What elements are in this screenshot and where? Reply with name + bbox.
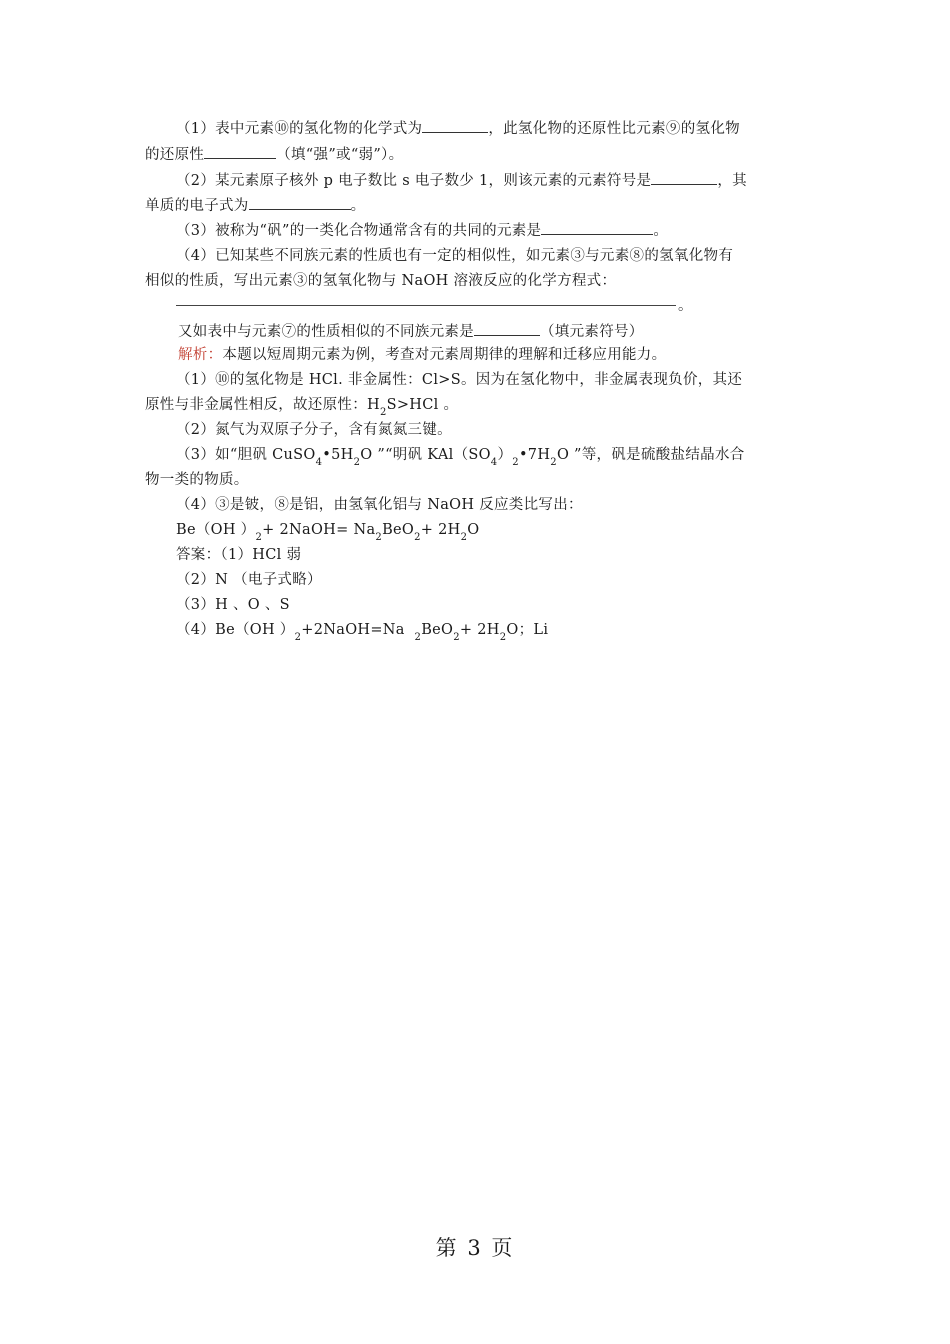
q4-text: （4）已知某些不同族元素的性质也有一定的相似性，如元素③与元素⑧的氢氧化物有 bbox=[176, 248, 734, 264]
q4-end-mark bbox=[678, 296, 708, 316]
question-4-line-2 bbox=[145, 271, 810, 291]
q3-blank-elements bbox=[541, 220, 653, 235]
answer-explanation-1-line-1 bbox=[176, 370, 810, 390]
q1-blank-formula bbox=[422, 118, 488, 133]
a2-text: （2）氮气为双原子分子，含有氮氮三键。 bbox=[176, 422, 452, 438]
answer-text: （4）Be（OH ） bbox=[176, 622, 295, 638]
q1-text: ，此氢化物的还原性比元素⑨的氢化物 bbox=[488, 121, 740, 137]
q4-blank-element bbox=[474, 321, 540, 336]
subscript: 2 bbox=[499, 632, 507, 643]
answer-line-1 bbox=[176, 545, 810, 565]
a1-text: （1）⑩的氢化物是 HCl. 非金属性：Cl>S。因为在氢化物中，非金属表现负价，其还 bbox=[176, 372, 743, 388]
q4-blank-equation bbox=[176, 305, 676, 306]
a3-text: O ”等，矾是硫酸盐结晶水合 bbox=[556, 447, 745, 463]
q2-blank-symbol bbox=[651, 170, 717, 185]
equation-text: O bbox=[467, 522, 480, 538]
subscript: 2 bbox=[414, 532, 421, 543]
q1-text: （1）表中元素⑩的氢化物的化学式为 bbox=[176, 121, 423, 137]
equation-text: Be（OH ） bbox=[176, 522, 256, 538]
subscript: 2 bbox=[379, 407, 387, 418]
q2-text: （2）某元素原子核外 p 电子数比 s 电子数少 1，则该元素的元素符号是 bbox=[176, 173, 652, 189]
answer-explanation-2 bbox=[176, 420, 810, 440]
a3-text: O ”“明矾 KAl（SO bbox=[360, 447, 491, 463]
a3-text: 物一类的物质。 bbox=[145, 472, 249, 488]
answer-text: BeO bbox=[421, 622, 454, 638]
answer-line-2 bbox=[176, 570, 810, 590]
q1-text: 的还原性 bbox=[145, 147, 205, 163]
question-2-line-1 bbox=[176, 170, 810, 191]
subscript: 2 bbox=[550, 457, 557, 468]
answer-line-4 bbox=[176, 620, 810, 642]
answer-text: + 2H bbox=[459, 622, 500, 638]
answer-explanation-4 bbox=[176, 495, 810, 515]
q4-text: 相似的性质，写出元素③的氢氧化物与 NaOH 溶液反应的化学方程式： bbox=[145, 273, 617, 289]
question-1-line-2 bbox=[145, 144, 810, 165]
subscript: 2 bbox=[294, 632, 302, 643]
q3-text: 。 bbox=[653, 223, 669, 239]
q4-end-text: 。 bbox=[678, 298, 693, 314]
subscript: 2 bbox=[353, 457, 361, 468]
a3-text: •5H bbox=[322, 447, 354, 463]
subscript: 4 bbox=[490, 457, 498, 468]
question-2-line-2 bbox=[145, 195, 810, 216]
answer-text: （2）N （电子式略） bbox=[176, 572, 322, 588]
answer-line-3 bbox=[176, 595, 810, 615]
answer-explanation-3-line-2 bbox=[145, 470, 810, 490]
subscript: 2 bbox=[255, 532, 263, 543]
a1-text: 原性与非金属性相反，故还原性：H bbox=[145, 397, 380, 413]
a3-text: （3）如“胆矾 CuSO bbox=[176, 447, 316, 463]
analysis-line bbox=[178, 345, 812, 365]
subscript: 2 bbox=[375, 532, 383, 543]
q2-text: 单质的电子式为 bbox=[145, 198, 249, 214]
a3-text: •7H bbox=[518, 447, 551, 463]
q3-text: （3）被称为“矾”的一类化合物通常含有的共同的元素是 bbox=[176, 223, 542, 239]
question-1-line-1 bbox=[176, 118, 810, 139]
analysis-label: 解析： bbox=[178, 347, 223, 363]
answer-text: O；Li bbox=[506, 622, 549, 638]
subscript: 2 bbox=[414, 632, 422, 643]
answer-explanation-3-line-1 bbox=[176, 445, 810, 467]
a1-text: S>HCl 。 bbox=[386, 397, 459, 413]
q2-blank-electron-formula bbox=[249, 195, 351, 210]
analysis-text: 本题以短周期元素为例，考查对元素周期律的理解和迁移应用能力。 bbox=[222, 347, 667, 363]
q2-text: 。 bbox=[350, 198, 366, 214]
subscript: 4 bbox=[315, 457, 323, 468]
q2-text: ，其 bbox=[717, 173, 747, 189]
answer-text: （3）H 、O 、S bbox=[176, 597, 290, 613]
q4-text: （填元素符号） bbox=[540, 324, 644, 340]
subscript: 2 bbox=[453, 632, 460, 643]
a3-text: ） bbox=[497, 447, 513, 463]
a4-text: （4）③是铍，⑧是铝，由氢氧化铝与 NaOH 反应类比写出： bbox=[176, 497, 583, 513]
equation-line bbox=[176, 520, 810, 542]
subscript: 2 bbox=[512, 457, 519, 468]
question-4-line-3 bbox=[178, 321, 812, 342]
answer-text: 答案：（1）HCl 弱 bbox=[176, 547, 302, 563]
equation-text: + 2H bbox=[420, 522, 461, 538]
subscript: 2 bbox=[460, 532, 468, 543]
q4-text: 又如表中与元素⑦的性质相似的不同族元素是 bbox=[178, 324, 474, 340]
q1-text: （填“强”或“弱”）。 bbox=[276, 147, 404, 163]
answer-text: +2NaOH=Na bbox=[301, 622, 415, 638]
q1-blank-strength bbox=[204, 144, 276, 159]
answer-explanation-1-line-2 bbox=[145, 395, 810, 417]
equation-text: BeO bbox=[382, 522, 415, 538]
question-4-line-1 bbox=[176, 246, 810, 266]
equation-text: + 2NaOH= Na bbox=[262, 522, 376, 538]
page-number: 第 3 页 bbox=[435, 1236, 515, 1260]
question-3-line bbox=[176, 220, 810, 241]
